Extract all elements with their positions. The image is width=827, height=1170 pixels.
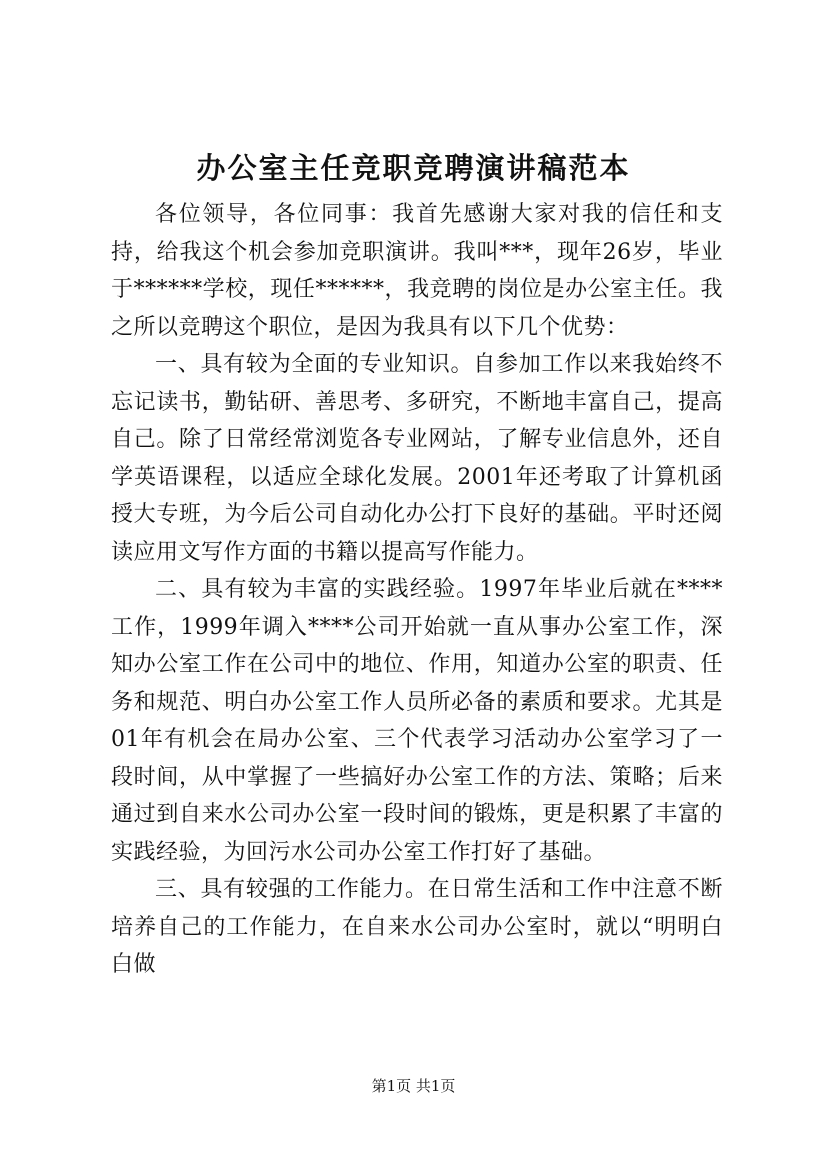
document-body: [111, 196, 723, 984]
paragraph-knowledge: 一、具有较为全面的专业知识。自参加工作以来我始终不忘记读书，勤钻研、善思考、多研究，不断地丰富自己，提高自己。除了日常经常浏览各专业网站，了解专业信息外，还自学英语课程，以适应全球化发展。2001年还考取了计算机函授大专班，为今后公司自动化办公打下良好的基础。平时还阅读应用文写作方面的书籍以提高写作能力。: [111, 352, 723, 565]
document-title: 办公室主任竞职竞聘演讲稿范本: [196, 151, 631, 185]
paragraph-experience: 二、具有较为丰富的实践经验。1997年毕业后就在****工作，1999年调入****公司开始就一直从事办公室工作，深知办公室工作在公司中的地位、作用，知道办公室的职责、任务和规范、明白办公室工作人员所必备的素质和要求。尤其是01年有机会在局办公室、三个代表学习活动办公室学习了一段时间，从中掌握了一些搞好办公室工作的方法、策略；后来通过到自来水公司办公室一段时间的锻炼，更是积累了丰富的实践经验，为回污水公司办公室工作打好了基础。: [111, 577, 723, 865]
paragraph-ability: 三、具有较强的工作能力。在日常生活和工作中注意不断培养自己的工作能力，在自来水公司办公室时，就以“明明白白做: [111, 877, 723, 977]
page-footer: 第1页 共1页: [371, 1077, 456, 1095]
paragraph-greeting: 各位领导，各位同事：我首先感谢大家对我的信任和支持，给我这个机会参加竞职演讲。我叫***，现年26岁，毕业于******学校，现任******，我竞聘的岗位是办公室主任。我之所以竞聘这个职位，是因为我具有以下几个优势：: [111, 202, 723, 340]
